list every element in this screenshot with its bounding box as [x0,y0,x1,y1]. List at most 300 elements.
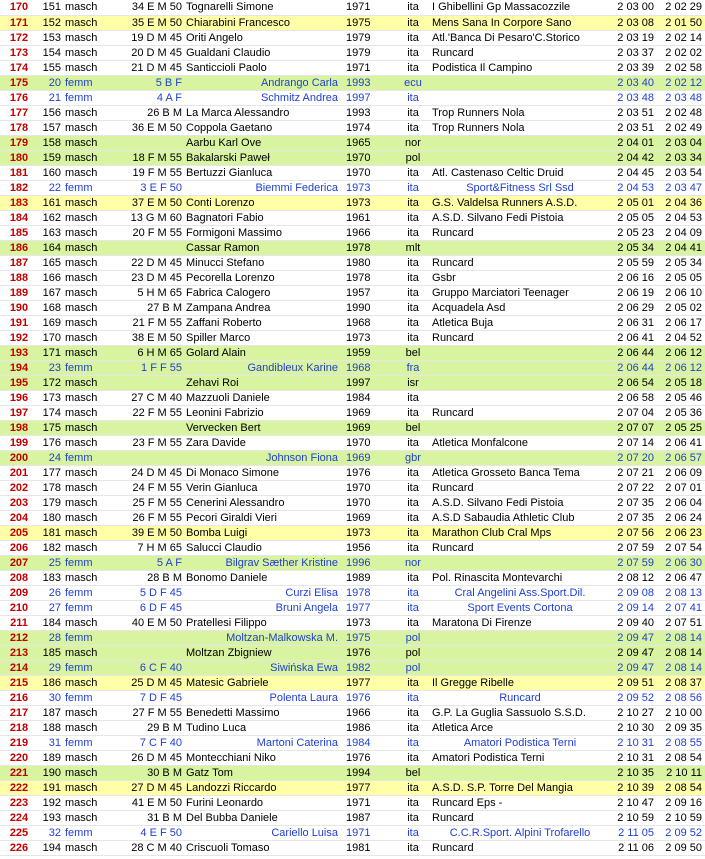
position-cell: 225 [0,825,38,840]
position-cell: 221 [0,765,38,780]
sex-cell: masch [65,465,110,480]
bib-number-cell: 25 [38,555,65,570]
position-cell: 171 [0,15,38,30]
position-cell: 179 [0,135,38,150]
position-cell: 222 [0,780,38,795]
bib-number-cell: 186 [38,675,65,690]
net-time-cell: 2 06 12 [657,360,705,375]
team-cell: Runcard [432,690,608,705]
gun-time-cell: 2 03 37 [608,45,657,60]
category-cell: 26 D M 45 [110,750,186,765]
position-cell: 223 [0,795,38,810]
sex-cell: masch [65,675,110,690]
category-cell: 18 F M 55 [110,150,186,165]
gun-time-cell: 2 07 22 [608,480,657,495]
table-row [0,720,705,735]
category-cell: 5 D F 45 [110,585,186,600]
birth-year-cell: 1975 [346,630,394,645]
athlete-name-cell: Pecorella Lorenzo [186,270,346,285]
sex-cell: masch [65,15,110,30]
gun-time-cell: 2 05 59 [608,255,657,270]
birth-year-cell: 1997 [346,375,394,390]
category-cell [110,375,186,390]
table-row [0,810,705,825]
table-row [0,570,705,585]
gun-time-cell: 2 11 06 [608,840,657,855]
bib-number-cell: 193 [38,810,65,825]
net-time-cell: 2 08 54 [657,780,705,795]
sex-cell: masch [65,510,110,525]
net-time-cell: 2 06 10 [657,285,705,300]
birth-year-cell: 1968 [346,360,394,375]
sex-cell: masch [65,720,110,735]
bib-number-cell: 162 [38,210,65,225]
team-cell: Atl.'Banca Di Pesaro'C.Storico [432,30,608,45]
net-time-cell: 2 03 54 [657,165,705,180]
team-cell: Marathon Club Cral Mps [432,525,608,540]
athlete-name-cell: Di Monaco Simone [186,465,346,480]
gun-time-cell: 2 05 23 [608,225,657,240]
table-row [0,300,705,315]
gun-time-cell: 2 03 39 [608,60,657,75]
team-cell: G.P. La Guglia Sassuolo S.S.D. [432,705,608,720]
nationality-cell: ita [394,165,432,180]
table-row [0,585,705,600]
gun-time-cell: 2 03 51 [608,120,657,135]
bib-number-cell: 171 [38,345,65,360]
net-time-cell: 2 08 13 [657,585,705,600]
table-row [0,705,705,720]
team-cell [432,135,608,150]
gun-time-cell: 2 05 01 [608,195,657,210]
team-cell [432,150,608,165]
team-cell: Podistica Il Campino [432,60,608,75]
sex-cell: masch [65,390,110,405]
table-row [0,615,705,630]
birth-year-cell: 1969 [346,450,394,465]
position-cell: 191 [0,315,38,330]
net-time-cell: 2 08 54 [657,750,705,765]
athlete-name-cell: Curzi Elisa [186,585,346,600]
athlete-name-cell: Zaffani Roberto [186,315,346,330]
bib-number-cell: 165 [38,255,65,270]
nationality-cell: ita [394,540,432,555]
sex-cell: masch [65,240,110,255]
sex-cell: femm [65,690,110,705]
bib-number-cell: 156 [38,105,65,120]
birth-year-cell: 1956 [346,540,394,555]
athlete-name-cell: Salucci Claudio [186,540,346,555]
team-cell: Trop Runners Nola [432,105,608,120]
nationality-cell: ita [394,60,432,75]
nationality-cell: isr [394,375,432,390]
birth-year-cell: 1970 [346,150,394,165]
nationality-cell: ita [394,180,432,195]
table-row [0,630,705,645]
sex-cell: masch [65,705,110,720]
net-time-cell: 2 07 01 [657,480,705,495]
category-cell: 20 F M 55 [110,225,186,240]
nationality-cell: ita [394,435,432,450]
team-cell [432,765,608,780]
position-cell: 224 [0,810,38,825]
table-row [0,510,705,525]
birth-year-cell: 1996 [346,555,394,570]
athlete-name-cell: Landozzi Riccardo [186,780,346,795]
team-cell: A.S.D. S.P. Torre Del Mangia [432,780,608,795]
gun-time-cell: 2 03 19 [608,30,657,45]
birth-year-cell: 1976 [346,690,394,705]
gun-time-cell: 2 07 59 [608,540,657,555]
team-cell: Atl. Castenaso Celtic Druid [432,165,608,180]
birth-year-cell: 1971 [346,825,394,840]
gun-time-cell: 2 10 35 [608,765,657,780]
net-time-cell: 2 03 04 [657,135,705,150]
athlete-name-cell: Siwińska Ewa [186,660,346,675]
bib-number-cell: 164 [38,240,65,255]
bib-number-cell: 190 [38,765,65,780]
position-cell: 194 [0,360,38,375]
sex-cell: masch [65,225,110,240]
team-cell: A.S.D. Silvano Fedi Pistoia [432,495,608,510]
birth-year-cell: 1973 [346,525,394,540]
nationality-cell: ita [394,405,432,420]
position-cell: 207 [0,555,38,570]
gun-time-cell: 2 07 04 [608,405,657,420]
team-cell: I Ghibellini Gp Massacozzile [432,0,608,15]
team-cell: Cral Angelini Ass.Sport.Dil. [432,585,608,600]
team-cell [432,345,608,360]
net-time-cell: 2 02 49 [657,120,705,135]
athlete-name-cell: Gualdani Claudio [186,45,346,60]
nationality-cell: ita [394,0,432,15]
position-cell: 219 [0,735,38,750]
birth-year-cell: 1973 [346,195,394,210]
position-cell: 180 [0,150,38,165]
table-row [0,45,705,60]
table-row [0,795,705,810]
sex-cell: masch [65,135,110,150]
gun-time-cell: 2 10 59 [608,810,657,825]
net-time-cell: 2 02 58 [657,60,705,75]
bib-number-cell: 30 [38,690,65,705]
table-row [0,90,705,105]
birth-year-cell: 1986 [346,720,394,735]
table-row [0,600,705,615]
athlete-name-cell: Zampana Andrea [186,300,346,315]
athlete-name-cell: Vervecken Bert [186,420,346,435]
position-cell: 177 [0,105,38,120]
category-cell: 27 B M [110,300,186,315]
birth-year-cell: 1977 [346,780,394,795]
category-cell: 20 D M 45 [110,45,186,60]
net-time-cell: 2 08 14 [657,660,705,675]
category-cell: 27 D M 45 [110,780,186,795]
birth-year-cell: 1977 [346,600,394,615]
table-row [0,645,705,660]
sex-cell: masch [65,420,110,435]
gun-time-cell: 2 10 31 [608,750,657,765]
sex-cell: masch [65,480,110,495]
team-cell [432,390,608,405]
sex-cell: femm [65,555,110,570]
sex-cell: masch [65,105,110,120]
team-cell [432,630,608,645]
bib-number-cell: 155 [38,60,65,75]
table-row [0,675,705,690]
category-cell: 5 A F [110,555,186,570]
sex-cell: masch [65,195,110,210]
category-cell [110,240,186,255]
birth-year-cell: 1989 [346,570,394,585]
nationality-cell: ecu [394,75,432,90]
category-cell: 35 E M 50 [110,15,186,30]
birth-year-cell: 1982 [346,660,394,675]
nationality-cell: ita [394,300,432,315]
birth-year-cell: 1970 [346,165,394,180]
gun-time-cell: 2 09 51 [608,675,657,690]
team-cell: Runcard [432,540,608,555]
gun-time-cell: 2 06 58 [608,390,657,405]
sex-cell: masch [65,810,110,825]
bib-number-cell: 32 [38,825,65,840]
athlete-name-cell: Bertuzzi Gianluca [186,165,346,180]
team-cell: Il Gregge Ribelle [432,675,608,690]
position-cell: 210 [0,600,38,615]
team-cell: Sport Events Cortona [432,600,608,615]
birth-year-cell: 1957 [346,285,394,300]
position-cell: 206 [0,540,38,555]
net-time-cell: 2 06 04 [657,495,705,510]
nationality-cell: ita [394,210,432,225]
net-time-cell: 2 02 12 [657,75,705,90]
table-row [0,225,705,240]
position-cell: 201 [0,465,38,480]
birth-year-cell: 1969 [346,510,394,525]
bib-number-cell: 23 [38,360,65,375]
gun-time-cell: 2 07 07 [608,420,657,435]
team-cell: Sport&Fitness Srl Ssd [432,180,608,195]
athlete-name-cell: Chiarabini Francesco [186,15,346,30]
category-cell: 13 G M 60 [110,210,186,225]
net-time-cell: 2 04 41 [657,240,705,255]
bib-number-cell: 151 [38,0,65,15]
net-time-cell: 2 05 05 [657,270,705,285]
bib-number-cell: 180 [38,510,65,525]
nationality-cell: ita [394,195,432,210]
athlete-name-cell: Furini Leonardo [186,795,346,810]
nationality-cell: ita [394,510,432,525]
gun-time-cell: 2 07 21 [608,465,657,480]
athlete-name-cell: Minucci Stefano [186,255,346,270]
net-time-cell: 2 05 25 [657,420,705,435]
gun-time-cell: 2 11 05 [608,825,657,840]
nationality-cell: ita [394,780,432,795]
gun-time-cell: 2 06 19 [608,285,657,300]
birth-year-cell: 1976 [346,645,394,660]
net-time-cell: 2 06 57 [657,450,705,465]
sex-cell: masch [65,285,110,300]
nationality-cell: ita [394,105,432,120]
position-cell: 215 [0,675,38,690]
team-cell: Atletica Buja [432,315,608,330]
birth-year-cell: 1987 [346,810,394,825]
gun-time-cell: 2 07 35 [608,510,657,525]
bib-number-cell: 157 [38,120,65,135]
sex-cell: masch [65,210,110,225]
position-cell: 170 [0,0,38,15]
bib-number-cell: 161 [38,195,65,210]
net-time-cell: 2 02 14 [657,30,705,45]
category-cell: 41 E M 50 [110,795,186,810]
team-cell: C.C.R.Sport. Alpini Trofarello [432,825,608,840]
birth-year-cell: 1984 [346,390,394,405]
sex-cell: masch [65,375,110,390]
bib-number-cell: 28 [38,630,65,645]
nationality-cell: ita [394,600,432,615]
position-cell: 186 [0,240,38,255]
birth-year-cell: 1980 [346,255,394,270]
bib-number-cell: 27 [38,600,65,615]
nationality-cell: pol [394,630,432,645]
birth-year-cell: 1994 [346,765,394,780]
sex-cell: masch [65,255,110,270]
category-cell [110,135,186,150]
sex-cell: masch [65,435,110,450]
nationality-cell: ita [394,30,432,45]
athlete-name-cell: Gandibleux Karine [186,360,346,375]
category-cell: 7 D F 45 [110,690,186,705]
team-cell [432,420,608,435]
table-row [0,375,705,390]
nationality-cell: ita [394,45,432,60]
team-cell: Runcard [432,480,608,495]
category-cell: 19 F M 55 [110,165,186,180]
position-cell: 174 [0,60,38,75]
net-time-cell: 2 04 36 [657,195,705,210]
bib-number-cell: 188 [38,720,65,735]
nationality-cell: gbr [394,450,432,465]
sex-cell: masch [65,645,110,660]
bib-number-cell: 170 [38,330,65,345]
athlete-name-cell: Bagnatori Fabio [186,210,346,225]
birth-year-cell: 1966 [346,705,394,720]
position-cell: 202 [0,480,38,495]
bib-number-cell: 169 [38,315,65,330]
position-cell: 217 [0,705,38,720]
sex-cell: masch [65,270,110,285]
net-time-cell: 2 04 53 [657,210,705,225]
team-cell: Trop Runners Nola [432,120,608,135]
category-cell [110,630,186,645]
net-time-cell: 2 01 50 [657,15,705,30]
sex-cell: masch [65,60,110,75]
table-row [0,165,705,180]
category-cell: 7 H M 65 [110,540,186,555]
table-row [0,540,705,555]
gun-time-cell: 2 09 14 [608,600,657,615]
nationality-cell: mlt [394,240,432,255]
nationality-cell: bel [394,420,432,435]
team-cell: A.S.D. Silvano Fedi Pistoia [432,210,608,225]
bib-number-cell: 183 [38,570,65,585]
net-time-cell: 2 02 29 [657,0,705,15]
team-cell: Gruppo Marciatori Teenager [432,285,608,300]
athlete-name-cell: Santiccioli Paolo [186,60,346,75]
bib-number-cell: 168 [38,300,65,315]
sex-cell: masch [65,150,110,165]
nationality-cell: bel [394,345,432,360]
gun-time-cell: 2 06 41 [608,330,657,345]
net-time-cell: 2 09 35 [657,720,705,735]
team-cell: Maratona Di Firenze [432,615,608,630]
nationality-cell: nor [394,555,432,570]
athlete-name-cell: Golard Alain [186,345,346,360]
bib-number-cell: 152 [38,15,65,30]
gun-time-cell: 2 09 08 [608,585,657,600]
table-row [0,465,705,480]
birth-year-cell: 1990 [346,300,394,315]
gun-time-cell: 2 04 42 [608,150,657,165]
category-cell: 39 E M 50 [110,525,186,540]
athlete-name-cell: Pratellesi Filippo [186,615,346,630]
team-cell: Runcard [432,330,608,345]
table-row [0,390,705,405]
table-row [0,450,705,465]
gun-time-cell: 2 09 40 [608,615,657,630]
team-cell: Runcard [432,405,608,420]
sex-cell: femm [65,825,110,840]
net-time-cell: 2 06 09 [657,465,705,480]
net-time-cell: 2 06 12 [657,345,705,360]
bib-number-cell: 185 [38,645,65,660]
gun-time-cell: 2 07 20 [608,450,657,465]
category-cell: 6 C F 40 [110,660,186,675]
sex-cell: masch [65,315,110,330]
table-row [0,120,705,135]
category-cell: 34 E M 50 [110,0,186,15]
gun-time-cell: 2 09 47 [608,630,657,645]
athlete-name-cell: Montecchiani Niko [186,750,346,765]
category-cell [110,420,186,435]
sex-cell: masch [65,165,110,180]
sex-cell: masch [65,525,110,540]
team-cell: Runcard Eps - [432,795,608,810]
team-cell: G.S. Valdelsa Runners A.S.D. [432,195,608,210]
gun-time-cell: 2 06 44 [608,345,657,360]
birth-year-cell: 1997 [346,90,394,105]
birth-year-cell: 1974 [346,120,394,135]
athlete-name-cell: Coppola Gaetano [186,120,346,135]
net-time-cell: 2 05 02 [657,300,705,315]
sex-cell: masch [65,780,110,795]
team-cell: Runcard [432,810,608,825]
athlete-name-cell: Aarbu Karl Ove [186,135,346,150]
bib-number-cell: 177 [38,465,65,480]
gun-time-cell: 2 08 12 [608,570,657,585]
athlete-name-cell: Polenta Laura [186,690,346,705]
birth-year-cell: 1975 [346,15,394,30]
athlete-name-cell: Cariello Luisa [186,825,346,840]
nationality-cell: ita [394,465,432,480]
athlete-name-cell: Oriti Angelo [186,30,346,45]
category-cell [110,645,186,660]
athlete-name-cell: Pecori Giraldi Vieri [186,510,346,525]
table-row [0,255,705,270]
sex-cell: femm [65,735,110,750]
table-row [0,180,705,195]
position-cell: 173 [0,45,38,60]
